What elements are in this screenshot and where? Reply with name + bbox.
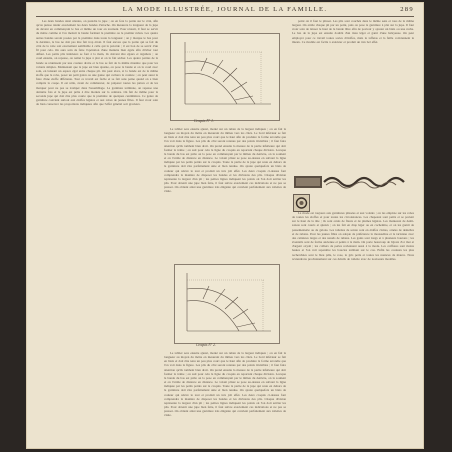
- page-number: 289: [400, 6, 414, 13]
- column-2-text: Le tablier sera ensuite ajusté, monté sur un ruban de la largeur indiquée ; on en fait la longueur au moyen du mètre en mesurant du milieu vers les côtés. Le bord inférieur se fait en biais et doit être tenu un peu plus court que le haut afin de produire la forme arrondie que l'on voit dans la figure. Les plis du côté seront retenus par des points invisibles ; il faut faire attention qu'ils tombent bien droit. On prend ensuite la mesure de la partie inférieure qui doit former la traîne ; on suit pour cela la ligne du croquis en reportant chaque division. Lorsque la bande du bas est prête on la pose en commençant par le milieu du derrière, on la soutient et on l'arrête de distance en distance. Le volant plissé se pose au-dessus en suivant la ligne indiquée par les petits points sur le croquis. Toute la partie de la jupe qui reste en dehors de la garniture doit être parfaitement unie et bien tendue. On ajoute quelquefois un biais de couleur qui relève le tout et produit un très joli effet. Les deux croquis ci-dessus font comprendre la manière de disposer les bandes et les divisions des plis. Chaque division représente la largeur d'un pli ; les petites lignes indiquent les points où l'on doit arrêter les plis. Pour obtenir une jupe bien faite, il faut suivre exactement ces indications et ne pas se presser. On obtient ainsi une garniture très élégante qui convient parfaitement aux toilettes de visite.: [164, 127, 286, 194]
- figure-2-caption: Croquis N° 2.: [196, 343, 216, 347]
- column-3-text-top: point où il faut le plisser. Les plis sont couchés dans le même sens et tous de la même largeur. On arrête chaque pli par un point, puis on pose la garniture à plat sur la jupe. Il faut avoir soin de laisser le haut de la bande libre afin de pouvoir y ajouter un biais ou une ruche. Le bas de la jupe est ensuite doublé d'un tissu léger et garni d'une balayeuse. On peut employer pour ce travail toutes sortes d'étoffes, mais le taffetas et la faille conviennent le mieux. Ce modèle est facile à exécuter et produit un très bel effet.: [292, 19, 414, 44]
- column-3-lower: [292, 211, 414, 447]
- journal-title: LA MODE ILLUSTRÉE, JOURNAL DE LA FAMILLE.: [122, 6, 328, 13]
- column-3-text-bottom: La mode est toujours aux garnitures plissées et aux volants ; on les emploie sur les robes de toutes les étoffes et pour toutes les circonstances. Les chapeaux sont petits et se portent sur le haut de la tête ; ils sont ornés de fleurs et de plumes légères. Les manteaux de demi-saison sont courts et ajustés ; on les fait en drap léger ou en cachemire, et on les garnit de passementerie ou de galons. Les toilettes de soirée sont en étoffes claires, ornées de dentelles et de rubans. Pour les jeunes filles on adopte de préférence la mousseline et le tarlatane avec des ceintures larges et des nœuds de rubans. Les gants sont longs et à plusieurs boutons ; les éventails sont de forme ancienne et peints à la main. On porte beaucoup de bijoux d'or mat et d'argent oxydé ; les colliers de perles reviennent aussi à la mode. Les coiffures sont moins hautes et l'on voit reparaître les boucles tombant sur le cou. Enfin les couleurs les plus recherchées sont le bleu pâle, le rose, le gris perle et toutes les nuances de mauve. Nous reviendrons prochainement sur ces détails de toilette avec de nouveaux modèles.: [292, 211, 414, 261]
- drop-cap-ornament: [293, 194, 310, 212]
- figure-1-diagram: [170, 33, 280, 121]
- column-1-text: Les deux bandes ainsi réunies, on prendra la jupe ; on en fera la partie sur le côté, afin qu'on puisse réunir exactement les deux bandes d'attache. On mesurera la longueur de la jupe de devant en commençant le bas et même un tour en tournant. Pour réussir, il faut se servir du mètre comme si l'on mettait la bande formant la première ou le premier ruban. Les quatre autres bandes seront posées par la première dans toute la longueur ; on y marque le bas pour la dernière, le bas ne doit pas être fait trop étroit. Il faut encore que la partie qui se fait du côté de la robe soit exactement semblable à celle qui la précède ; il est bon de se servir d'un fil pour cela. On aura soin de faire l'opération d'une manière bien égale afin d'éviter tout défaut. Les petits plis intérieurs se font à la main, ils doivent être égaux et réguliers ; on coud ensuite, on repasse, on remet la jupe à plat et on la fait sécher. Les quatre parties de la bande se réunissent par une couture droite et le bas se fait de la même manière que pour les volants simples. Maintenant que la jupe est bien ajustée, on pose la bande et on la coud avec soin, en laissant un espace égal entre chaque pli. On peut alors, si la bande est de la même étoffe que la robe, poser un petit galon ou une ganse qui cachera la couture ; on peut aussi la faire d'une étoffe différente. Tout ce travail est facile et se fait sans peine quand on a bien compris la coupe. Il est utile, avant de commencer, de préparer toutes les pièces et de les marquer pour ne pas se tromper dans l'assemblage. La garniture terminée, on repasse une dernière fois et la jupe est prête à être montée sur la ceinture. On fait de même pour la seconde jupe qui doit être plus courte que la première de quelques centimètres. Ce genre de garniture convient surtout aux étoffes légères et aux robes de jeunes filles. Il faut avoir soin de bien conserver les proportions indiquées afin que l'effet général soit gracieux.: [36, 19, 158, 107]
- column-2: [164, 19, 286, 447]
- document-page: [26, 2, 424, 449]
- header-rule: [36, 16, 414, 17]
- figure-2-diagram: [174, 264, 280, 344]
- page-header: [26, 6, 424, 16]
- column-2-text-continued: Le tablier sera ensuite ajusté, monté sur un ruban de la largeur indiquée ; on en fait la longueur au moyen du mètre en mesurant du milieu vers les côtés. Le bord inférieur se fait en biais et doit être tenu un peu plus court que le haut afin de produire la forme arrondie que l'on voit dans la figure. Les plis du côté seront retenus par des points invisibles ; il faut faire attention qu'ils tombent bien droit. On prend ensuite la mesure de la partie inférieure qui doit former la traîne ; on suit pour cela la ligne du croquis en reportant chaque division. Lorsque la bande du bas est prête on la pose en commençant par le milieu du derrière, on la soutient et on l'arrête de distance en distance. Le volant plissé se pose au-dessus en suivant la ligne indiquée par les petits points sur le croquis. Toute la partie de la jupe qui reste en dehors de la garniture doit être parfaitement unie et bien tendue. On ajoute quelquefois un biais de couleur qui relève le tout et produit un très joli effet. Les deux croquis ci-dessus font comprendre la manière de disposer les bandes et les divisions des plis. Chaque division représente la largeur d'un pli ; les petites lignes indiquent les points où l'on doit arrêter les plis. Pour obtenir une jupe bien faite, il faut suivre exactement ces indications et ne pas se presser. On obtient ainsi une garniture très élégante qui convient parfaitement aux toilettes de visite.: [164, 351, 286, 418]
- column-1: [36, 19, 158, 447]
- figure-1-caption: Croquis N° 1.: [194, 119, 214, 123]
- section-heading-ornament: [292, 172, 414, 192]
